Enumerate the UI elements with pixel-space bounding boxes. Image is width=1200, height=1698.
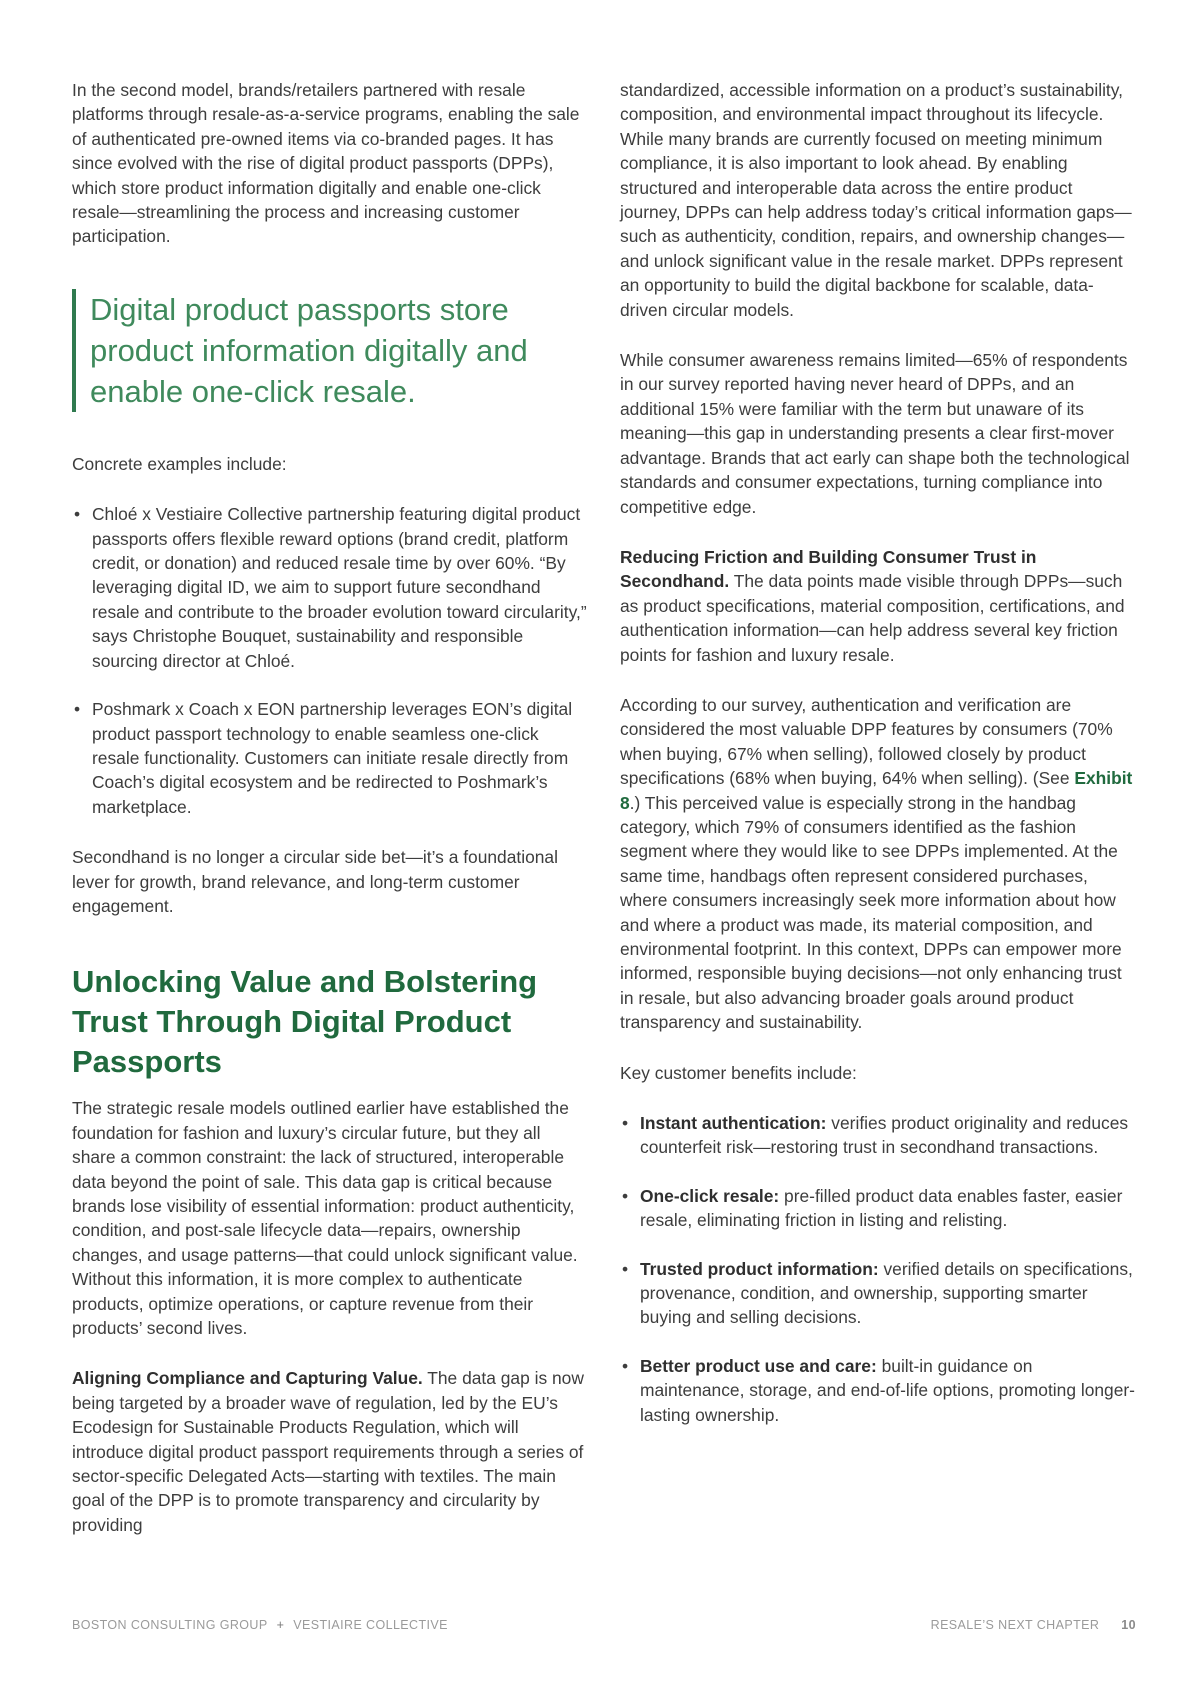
right-column — [620, 78, 1136, 1453]
list-item — [620, 1184, 1136, 1233]
survey-paragraph — [620, 693, 1136, 1035]
awareness-paragraph: While consumer awareness remains limited—65% of respondents in our survey reported having never heard of DPPs, and an additional 15% were familiar with the term but unaware of its meaning—this gap in understanding presents a clear first-mover advantage. Brands that act early can shape both the technological standards and consumer expectations, turning compliance into competitive edge. — [620, 350, 1130, 517]
benefit-text: pre-filled product data enables faster, easier resale, eliminating friction in listing and relisting. — [640, 1185, 1123, 1231]
intro-paragraph: In the second model, brands/retailers partnered with resale platforms through resale-as-a-service programs, enabling the sale of authenticated pre-owned items via co-branded pages. It has since evolved with the rise of digital product passports (DPPs), which store product information digitally and enable one-click resale—streamlining the process and increasing customer participation. — [72, 80, 580, 247]
examples-intro: Concrete examples include: — [72, 453, 287, 474]
compliance-lead: Aligning Compliance and Capturing Value. — [72, 1368, 423, 1389]
footer-report-title: RESALE’S NEXT CHAPTER — [930, 1618, 1100, 1632]
examples-list — [72, 502, 588, 819]
benefit-text: verifies product originality and reduces counterfeit risk—restoring trust in secondhand transactions. — [640, 1113, 1129, 1158]
left-column — [72, 78, 588, 1563]
survey-text-a: According to our survey, authentication and verification are considered the most valuable DPP features by consumers (70% when buying, 67% when selling), followed closely by product specifications (68% when buying, 64% when selling). (See — [620, 694, 1113, 789]
footer-org-vc: VESTIAIRE COLLECTIVE — [293, 1618, 448, 1632]
list-item — [620, 1111, 1136, 1160]
list-item — [620, 1257, 1136, 1330]
page-number: 10 — [1121, 1618, 1136, 1632]
footer-separator: + — [276, 1618, 285, 1632]
compliance-text: The data gap is now being targeted by a broader wave of regulation, led by the EU’s Ecodesign for Sustainable Products Regulation, which will introduce digital product passport requirements through a series of sector-specific Delegated Acts—starting with textiles. The main goal of the DPP is to promote transparency and circularity by providing — [72, 1368, 584, 1535]
secondhand-paragraph: Secondhand is no longer a circular side bet—it’s a foundational lever for growth, brand relevance, and long-term customer engagement. — [72, 847, 558, 916]
list-item — [620, 1354, 1136, 1427]
footer-org-bcg: BOSTON CONSULTING GROUP — [72, 1618, 268, 1632]
footer-left — [72, 1618, 448, 1632]
constraint-paragraph: The strategic resale models outlined earlier have established the foundation for fashion and luxury’s circular future, but they all share a common constraint: the lack of structured, interoperable data beyond the point of sale. This data gap is critical because brands lose visibility of essential information: product authenticity, condition, and post-sale lifecycle data—repairs, ownership changes, and usage patterns—that could unlock significant value. Without this information, it is more complex to authenticate products, optimize operations, or capture revenue from their products’ second lives. — [72, 1098, 578, 1338]
survey-text-b: .) This perceived value is especially strong in the handbag category, which 79% of consumers identified as the fashion segment where they would like to see DPPs implemented. At the same time, handbags often represent considered purchases, where consumers increasingly seek more information about how and where a product was made, its material composition, and environmental footprint. In this context, DPPs can empower more informed, responsible buying decisions—not only enhancing trust in resale, but also advancing broader goals around product transparency and sustainability. — [620, 792, 1122, 1033]
friction-paragraph — [620, 545, 1136, 667]
list-item: • Poshmark x Coach x EON partnership leverages EON’s digital product passport technology to enable seamless one-click resale functionality. Customers can initiate resale directly from Coach’s digital ecosystem and be redirected to Poshmark’s marketplace. — [72, 697, 588, 819]
benefits-intro: Key customer benefits include: — [620, 1062, 857, 1083]
continuation-paragraph: standardized, accessible information on a product’s sustainability, composition, and environmental impact throughout its lifecycle. While many brands are currently focused on meeting minimum compliance, it is also important to look ahead. By enabling structured and interoperable data across the entire product journey, DPPs can help address today’s critical information gaps—such as authenticity, condition, repairs, and ownership changes—and unlock significant value in the resale market. DPPs represent an opportunity to build the digital backbone for scalable, data-driven circular models. — [620, 80, 1132, 320]
friction-lead: Reducing Friction and Building Consumer Trust in Secondhand. — [620, 546, 1037, 592]
benefit-text: built-in guidance on maintenance, storage, and end-of-life options, promoting longer-lasting ownership. — [640, 1355, 1135, 1425]
pull-quote: Digital product passports store product information digitally and enable one-click resale. — [72, 289, 588, 412]
benefit-text: verified details on specifications, provenance, condition, and ownership, supporting smarter buying and selling decisions. — [640, 1258, 1133, 1328]
benefit-lead: One-click resale: — [640, 1185, 780, 1206]
benefit-lead: Better product use and care: — [640, 1355, 877, 1376]
list-item: • Chloé x Vestiaire Collective partnership featuring digital product passports offers flexible reward options (brand credit, platform credit, or donation) and reduced resale time by over 60%. “By leveraging digital ID, we aim to support future secondhand resale and contribute to the broader evolution toward circularity,” says Christophe Bouquet, sustainability and responsible sourcing director at Chloé. — [72, 502, 588, 673]
benefits-list — [620, 1111, 1136, 1427]
friction-text: The data points made visible through DPPs—such as product specifications, material composition, certifications, and authentication information—can help address several key friction points for fashion and luxury resale. — [620, 571, 1125, 665]
exhibit-link[interactable]: Exhibit 8 — [620, 768, 1133, 813]
compliance-paragraph — [72, 1366, 588, 1537]
benefit-lead: Instant authentication: — [640, 1113, 827, 1134]
section-heading: Unlocking Value and Bolstering Trust Through Digital Product Passports — [72, 964, 538, 1080]
benefit-lead: Trusted product information: — [640, 1258, 879, 1279]
footer-right — [931, 1618, 1136, 1632]
